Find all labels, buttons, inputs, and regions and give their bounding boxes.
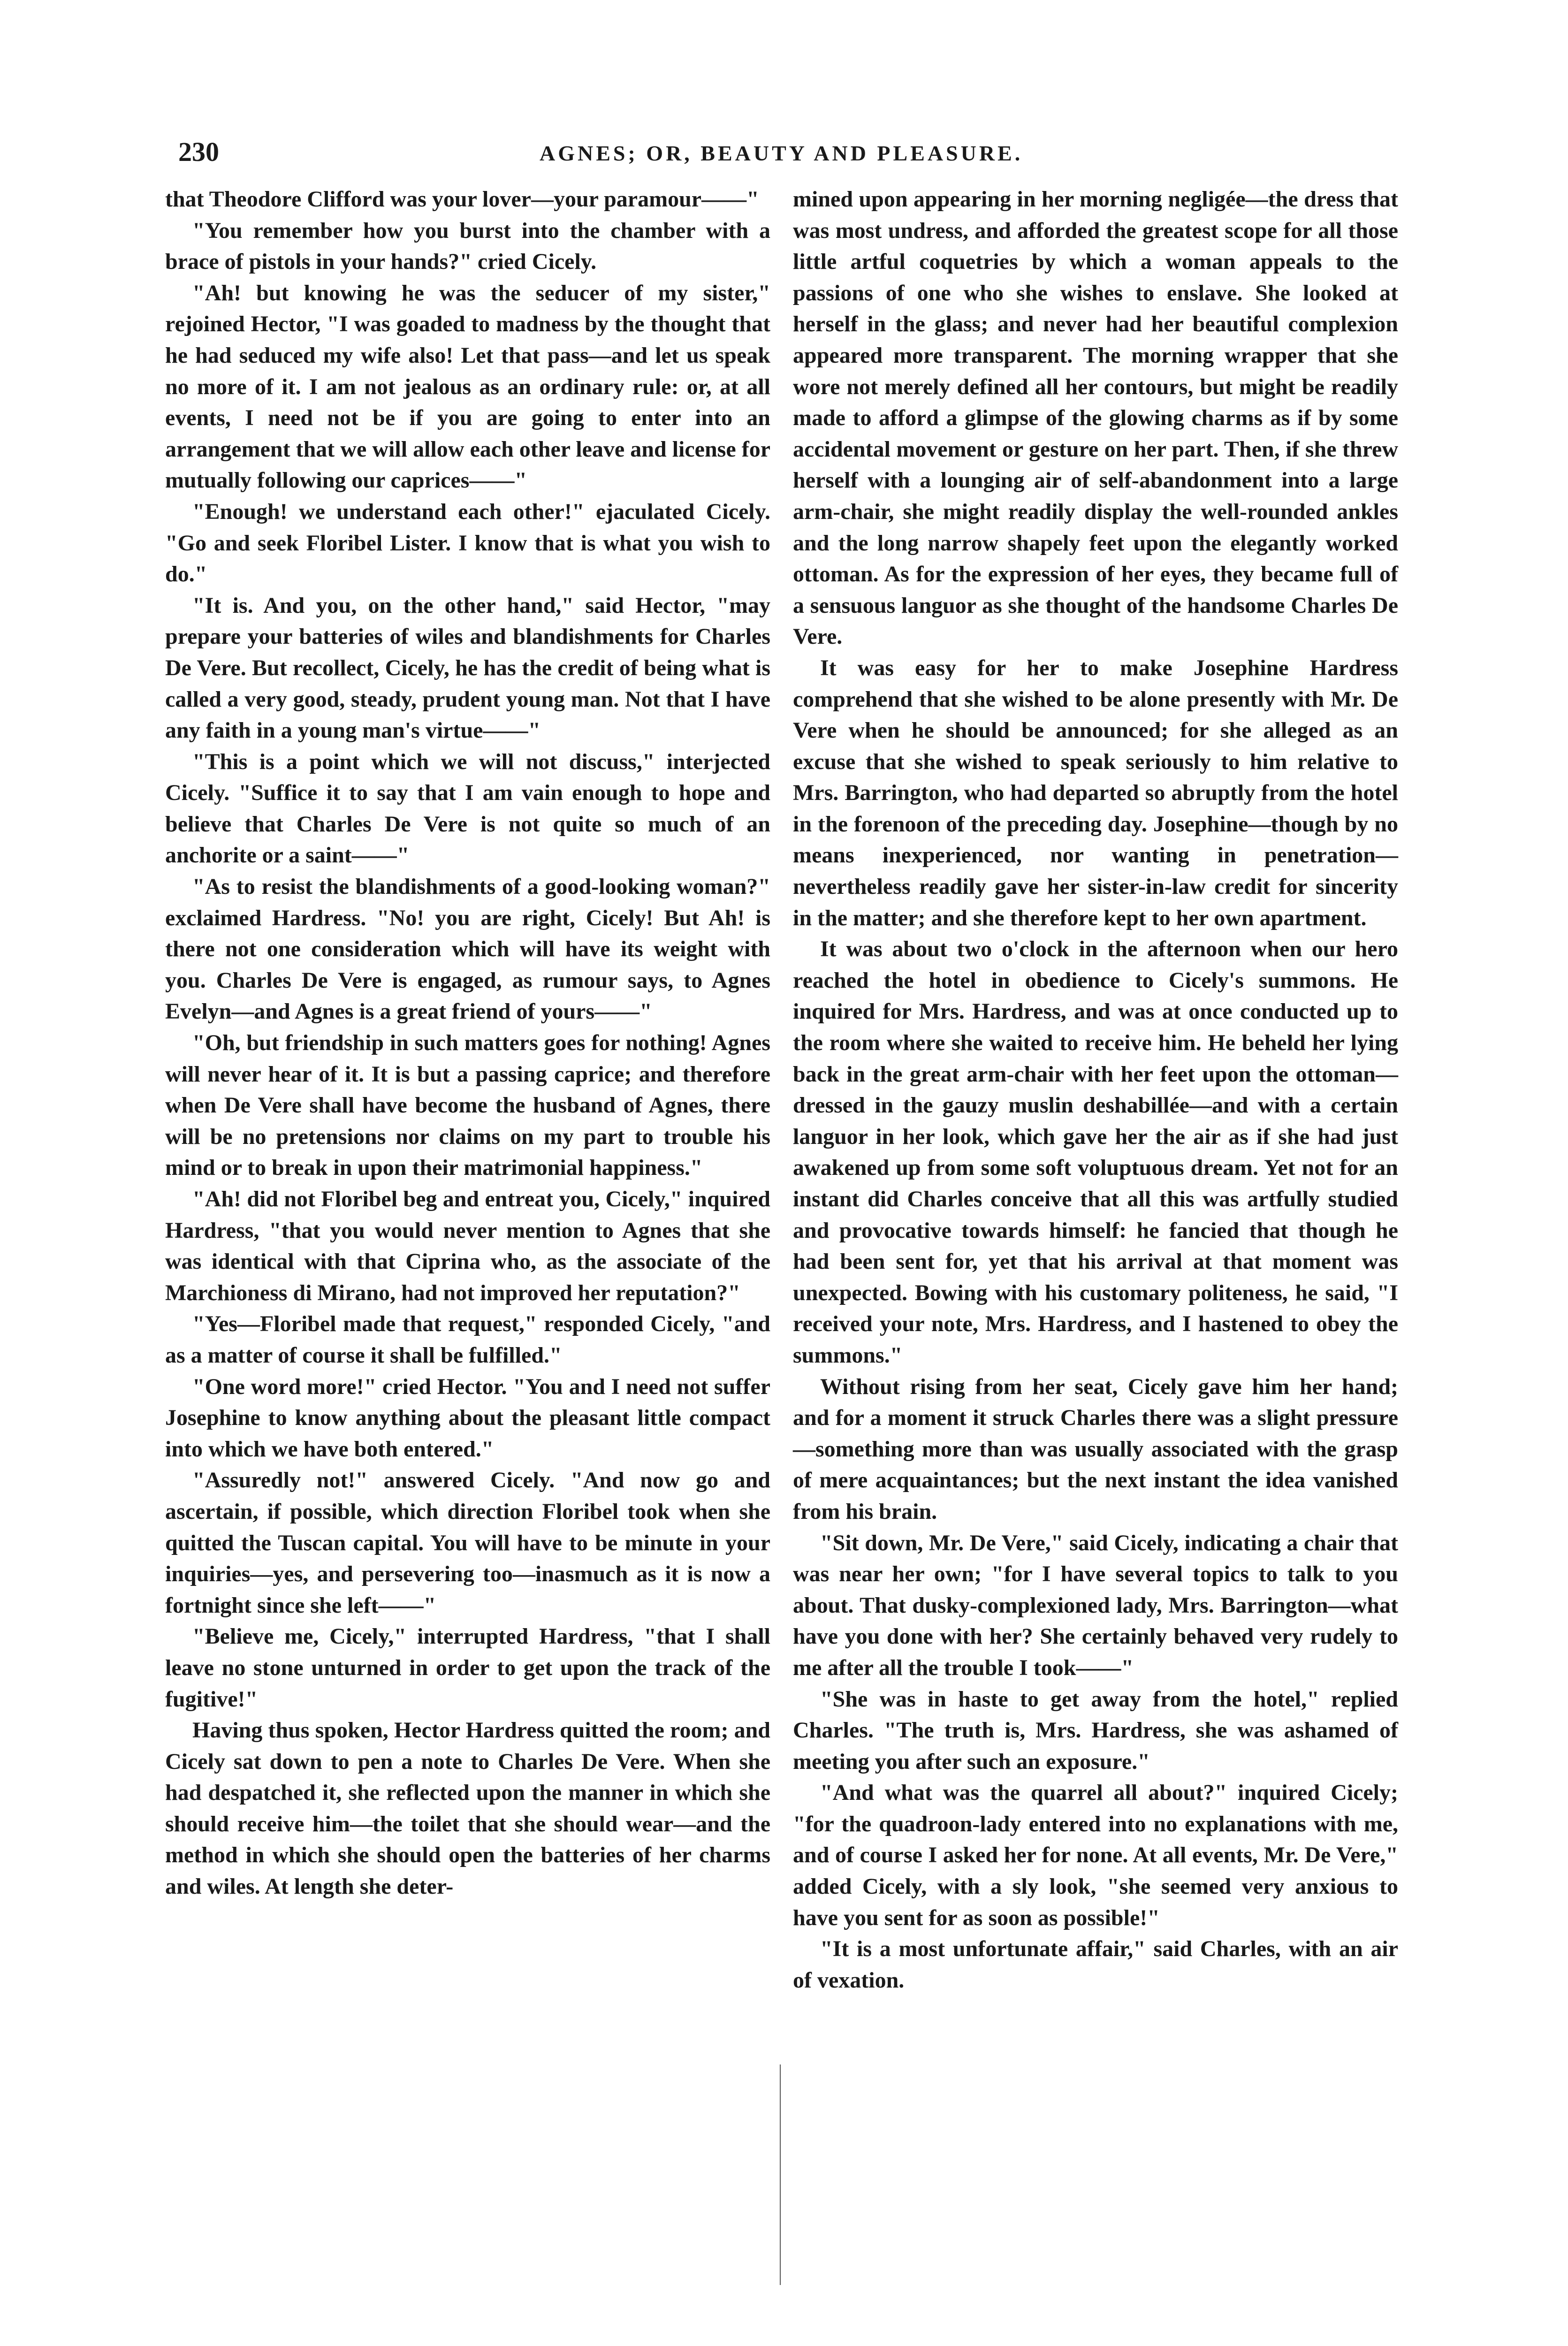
right-column bbox=[793, 184, 1398, 1996]
paragraph: Having thus spoken, Hector Hardress quitted the room; and Cicely sat down to pen a note to Charles De Vere. When she had despatched it, she reflected upon the manner in which she should receive him—the toilet that she should wear—and the method in which she should open the batteries of her charms and wiles. At length she deter- bbox=[165, 1718, 770, 1899]
running-head: AGNES; OR, BEAUTY AND PLEASURE. bbox=[540, 141, 1023, 165]
paragraph: "As to resist the blandishments of a good-looking woman?" exclaimed Hardress. "No! you are right, Cicely! But Ah! is there not one consideration which will have its weight with you. Charles De Vere is engaged, as rumour says, to Agnes Evelyn—and Agnes is a great friend of yours——" bbox=[165, 874, 770, 1024]
paragraph: "This is a point which we will not discuss," interjected Cicely. "Suffice it to say that I am vain enough to hope and believe that Charles De Vere is not quite so much of an anchorite or a saint——" bbox=[165, 749, 770, 868]
paragraph: "And what was the quarrel all about?" inquired Cicely; "for the quadroon-lady entered into no explanations with me, and of course I asked her for none. At all events, Mr. De Vere," added Cicely, with a sly look, "she seemed very anxious to have you sent for as soon as possible!" bbox=[793, 1780, 1398, 1930]
page-number: 230 bbox=[178, 137, 219, 167]
paragraph: Without rising from her seat, Cicely gave him her hand; and for a moment it struck Charles there was a slight pressure—something more than was usually associated with the grasp of mere acquaintances; but the next instant the idea vanished from his brain. bbox=[793, 1374, 1398, 1524]
paragraph: It was about two o'clock in the afternoon when our hero reached the hotel in obedience to Cicely's summons. He inquired for Mrs. Hardress, and was at once conducted up to the room where she waited to receive him. He beheld her lying back in the great arm-chair with her feet upon the ottoman—dressed in the gauzy muslin deshabillée—and with a certain languor in her look, which gave her the air as if she had just awakened up from some soft voluptuous dream. Yet not for an instant did Charles conceive that all this was artfully studied and provocative towards himself: he fancied that though he had been sent for, yet that his arrival at that moment was unexpected. Bowing with his customary politeness, he said, "I received your note, Mrs. Hardress, and I hastened to obey the summons." bbox=[793, 937, 1398, 1368]
paragraph: "Ah! but knowing he was the seducer of my sister," rejoined Hector, "I was goaded to madness by the thought that he had seduced my wife also! Let that pass—and let us speak no more of it. I am not jealous as an ordinary rule: or, at all events, I need not be if you are going to enter into an arrangement that we will allow each other leave and license for mutually following our caprices——" bbox=[165, 280, 770, 493]
paragraph: "It is a most unfortunate affair," said Charles, with an air of vexation. bbox=[793, 1936, 1398, 1993]
paragraph: "It is. And you, on the other hand," said Hector, "may prepare your batteries of wiles and blandishments for Charles De Vere. But recollect, Cicely, he has the credit of being what is called a very good, steady, prudent young man. Not that I have any faith in a young man's virtue——" bbox=[165, 593, 770, 743]
paragraph: "Oh, but friendship in such matters goes for nothing! Agnes will never hear of it. It is but a passing caprice; and therefore when De Vere shall have become the husband of Agnes, there will be no pretensions nor claims on my part to trouble his mind or to break in upon their matrimonial happiness." bbox=[165, 1030, 770, 1181]
paragraph: mined upon appearing in her morning negligée—the dress that was most undress, and afforded the greatest scope for all those little artful coquetries by which a woman appeals to the passions of one who she wishes to enslave. She looked at herself in the glass; and never had her beautiful complexion appeared more transparent. The morning wrapper that she wore not merely defined all her contours, but might be readily made to afford a glimpse of the glowing charms as if by some accidental movement or gesture on her part. Then, if she threw herself with a lounging air of self-abandonment into a large arm-chair, she might readily display the well-rounded ankles and the long narrow shapely feet upon the elegantly worked ottoman. As for the expression of her eyes, they became full of a sensuous languor as she thought of the handsome Charles De Vere. bbox=[793, 187, 1398, 649]
paragraph: It was easy for her to make Josephine Hardress comprehend that she wished to be alone presently with Mr. De Vere when he should be announced; for she alleged as an excuse that she wished to speak seriously to him relative to Mrs. Barrington, who had departed so abruptly from the hotel in the forenoon of the preceding day. Josephine—though by no means inexperienced, nor wanting in penetration—nevertheless readily gave her sister-in-law credit for sincerity in the matter; and she therefore kept to her own apartment. bbox=[793, 655, 1398, 930]
paragraph: "Enough! we understand each other!" ejaculated Cicely. "Go and seek Floribel Lister. I know that is what you wish to do." bbox=[165, 499, 770, 587]
paragraph: "Believe me, Cicely," interrupted Hardress, "that I shall leave no stone unturned in order to get upon the track of the fugitive!" bbox=[165, 1624, 770, 1712]
paragraph: "She was in haste to get away from the hotel," replied Charles. "The truth is, Mrs. Hardress, she was ashamed of meeting you after such an exposure." bbox=[793, 1686, 1398, 1774]
paragraph: "Sit down, Mr. De Vere," said Cicely, indicating a chair that was near her own; "for I have several topics to talk to you about. That dusky-complexioned lady, Mrs. Barrington—what have you done with her? She certainly behaved very rudely to me after all the trouble I took——" bbox=[793, 1530, 1398, 1680]
paragraph: "One word more!" cried Hector. "You and I need not suffer Josephine to know anything about the pleasant little compact into which we have both entered." bbox=[165, 1374, 770, 1462]
paragraph: "Yes—Floribel made that request," responded Cicely, "and as a matter of course it shall be fulfilled." bbox=[165, 1311, 770, 1368]
left-column bbox=[165, 184, 770, 1903]
paragraph: "Assuredly not!" answered Cicely. "And now go and ascertain, if possible, which direction Floribel took when she quitted the Tuscan capital. You will have to be minute in your inquiries—yes, and persevering too—inasmuch as it is now a fortnight since she left——" bbox=[165, 1468, 770, 1618]
paragraph: "You remember how you burst into the chamber with a brace of pistols in your hands?" cried Cicely. bbox=[165, 218, 770, 274]
paragraph: that Theodore Clifford was your lover—your paramour——" bbox=[165, 187, 759, 212]
page-header bbox=[0, 0, 1568, 178]
column-divider bbox=[780, 2064, 781, 2285]
paragraph: "Ah! did not Floribel beg and entreat you, Cicely," inquired Hardress, "that you would never mention to Agnes that she was identical with that Ciprina who, as the associate of the Marchioness di Mirano, had not improved her reputation?" bbox=[165, 1187, 770, 1305]
